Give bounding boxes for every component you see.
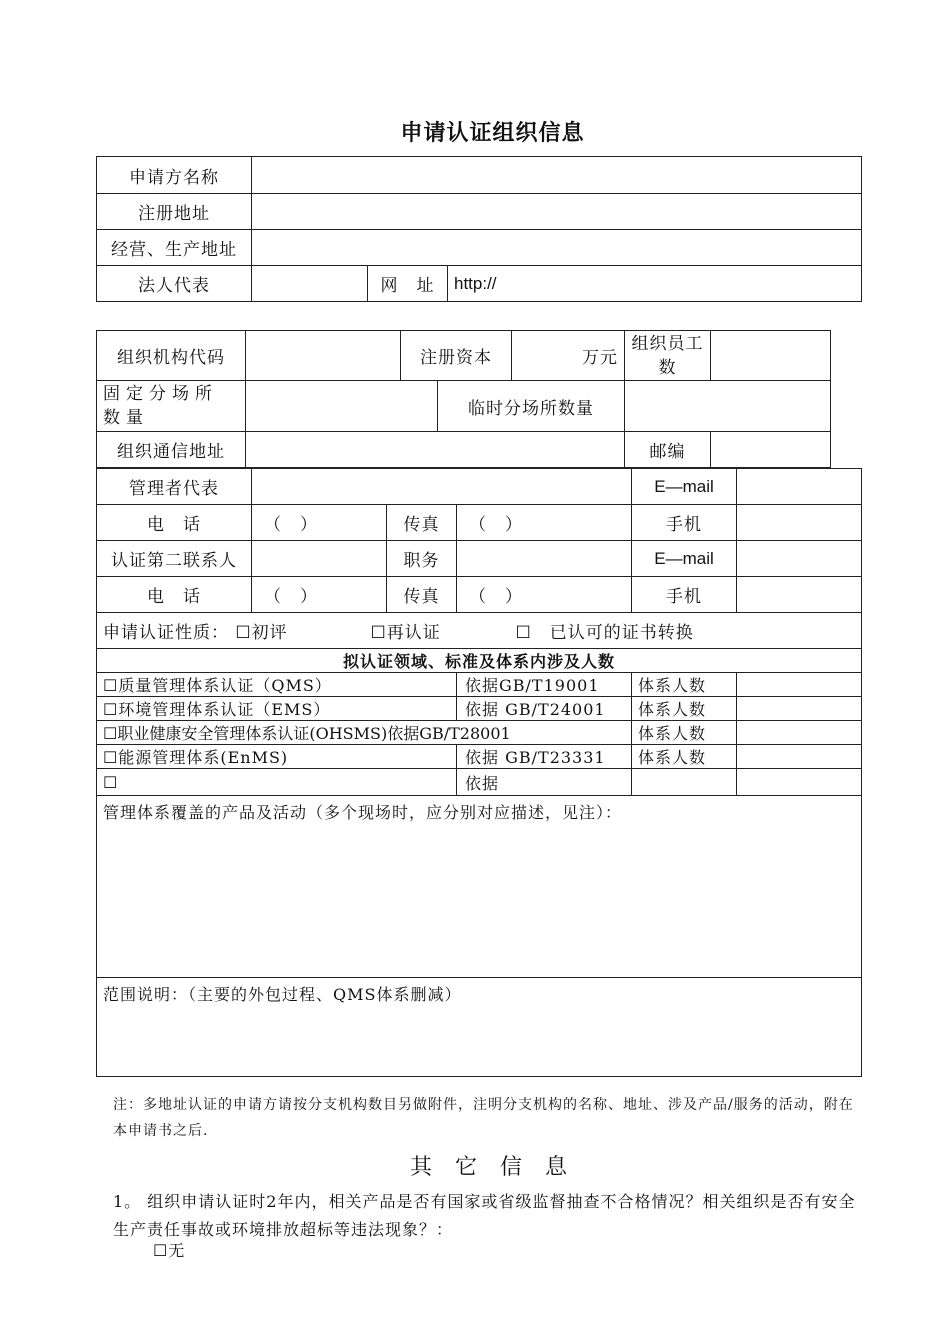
system-qms-count-field[interactable]	[737, 673, 862, 697]
mobile-field-1[interactable]	[737, 505, 862, 541]
email-field-1[interactable]	[737, 469, 862, 505]
mgmt-rep-field[interactable]	[252, 469, 632, 505]
temp-sites-label: 临时分场所数量	[438, 381, 625, 432]
system-qms-checkbox[interactable]: ☐质量管理体系认证（QMS）	[97, 673, 457, 697]
system-ems-count-field[interactable]	[737, 697, 862, 721]
system-enms-checkbox[interactable]: ☐能源管理体系(EnMS)	[97, 745, 457, 769]
initial-cert-checkbox[interactable]: ☐初评	[235, 623, 288, 643]
applicant-name-label: 申请方名称	[97, 157, 252, 194]
page-title: 申请认证组织信息	[400, 121, 585, 146]
other-info-title: 其 它 信 息	[410, 1155, 575, 1180]
system-enms-count-field[interactable]	[737, 745, 862, 769]
reg-address-label: 注册地址	[97, 194, 252, 230]
mail-address-field[interactable]	[246, 432, 625, 468]
second-contact-label: 认证第二联系人	[97, 541, 252, 577]
fixed-sites-label: 固定分场所数量	[97, 381, 246, 432]
scope-description-field[interactable]	[97, 978, 862, 1077]
system-qms-count-label: 体系人数	[632, 673, 737, 697]
note-text: 注：多地址认证的申请方请按分支机构数目另做附件，注明分支机构的名称、地址、涉及产品/服务的活动，附在本申请书之后.	[113, 1097, 854, 1139]
transfer-cert-checkbox[interactable]: ☐ 已认可的证书转换	[515, 623, 694, 643]
products-activities-label: 管理体系覆盖的产品及活动（多个现场时，应分别对应描述，见注）：	[103, 803, 623, 822]
org-code-field[interactable]	[246, 331, 401, 381]
email-field-2[interactable]	[737, 541, 862, 577]
products-activities-field[interactable]	[97, 796, 862, 978]
scope-description-label: 范围说明：（主要的外包过程、QMS体系删减）	[103, 985, 462, 1004]
mobile-label-1: 手机	[632, 505, 737, 541]
reg-address-field[interactable]	[252, 194, 862, 230]
system-other-checkbox[interactable]: ☐	[97, 769, 457, 796]
postcode-field[interactable]	[711, 432, 831, 468]
second-contact-field[interactable]	[252, 541, 387, 577]
contact-scope-table	[96, 468, 862, 1077]
email-label-2: E—mail	[632, 541, 737, 577]
system-ohsms-count-field[interactable]	[737, 721, 862, 745]
temp-sites-field[interactable]	[625, 381, 831, 432]
mobile-field-2[interactable]	[737, 577, 862, 613]
system-ohsms-count-label: 体系人数	[632, 721, 737, 745]
cert-nature-row	[97, 613, 862, 649]
system-ems-checkbox[interactable]: ☐环境管理体系认证（EMS）	[97, 697, 457, 721]
phone-label-2: 电 话	[97, 577, 252, 613]
system-ohsms-checkbox[interactable]: ☐职业健康安全管理体系认证(OHSMS)依据GB/T28001	[97, 721, 632, 745]
fax-field-2[interactable]: （ ）	[457, 577, 632, 613]
org-code-label: 组织机构代码	[97, 331, 246, 381]
system-other-count-label	[632, 769, 737, 796]
system-ems-count-label: 体系人数	[632, 697, 737, 721]
op-address-field[interactable]	[252, 230, 862, 266]
fax-label-2: 传真	[387, 577, 457, 613]
question-1-none-checkbox[interactable]: ☐无	[153, 1241, 186, 1260]
mail-address-label: 组织通信地址	[97, 432, 246, 468]
website-label: 网 址	[368, 266, 448, 302]
recert-checkbox[interactable]: ☐再认证	[370, 623, 441, 643]
legal-rep-field[interactable]	[252, 266, 368, 302]
position-label: 职务	[387, 541, 457, 577]
system-ems-basis: 依据 GB/T24001	[457, 697, 632, 721]
phone-label-1: 电 话	[97, 505, 252, 541]
applicant-table	[96, 156, 862, 302]
scope-header: 拟认证领域、标准及体系内涉及人数	[97, 649, 862, 673]
cert-nature-label: 申请认证性质：	[103, 623, 229, 643]
system-qms-basis: 依据GB/T19001	[457, 673, 632, 697]
position-field[interactable]	[457, 541, 632, 577]
mgmt-rep-label: 管理者代表	[97, 469, 252, 505]
reg-capital-label: 注册资本	[401, 331, 512, 381]
system-other-count-field[interactable]	[737, 769, 862, 796]
question-1: 1。 组织申请认证时2年内，相关产品是否有国家或省级监督抽查不合格情况？相关组织是否有安全生产责任事故或环境排放超标等违法现象？：	[113, 1192, 856, 1239]
system-enms-basis: 依据 GB/T23331	[457, 745, 632, 769]
mobile-label-2: 手机	[632, 577, 737, 613]
system-enms-count-label: 体系人数	[632, 745, 737, 769]
fax-label-1: 传真	[387, 505, 457, 541]
employees-label: 组织员工数	[625, 331, 711, 381]
fixed-sites-field[interactable]	[246, 381, 438, 432]
reg-capital-unit: 万元	[512, 331, 625, 381]
applicant-name-field[interactable]	[252, 157, 862, 194]
org-info-table	[96, 330, 831, 468]
postcode-label: 邮编	[625, 432, 711, 468]
email-label-1: E—mail	[632, 469, 737, 505]
fax-field-1[interactable]: （ ）	[457, 505, 632, 541]
phone-field-2[interactable]: （ ）	[252, 577, 387, 613]
legal-rep-label: 法人代表	[97, 266, 252, 302]
employees-field[interactable]	[711, 331, 831, 381]
phone-field-1[interactable]: （ ）	[252, 505, 387, 541]
system-other-basis: 依据	[457, 769, 632, 796]
website-field[interactable]: http://	[448, 266, 862, 302]
op-address-label: 经营、生产地址	[97, 230, 252, 266]
